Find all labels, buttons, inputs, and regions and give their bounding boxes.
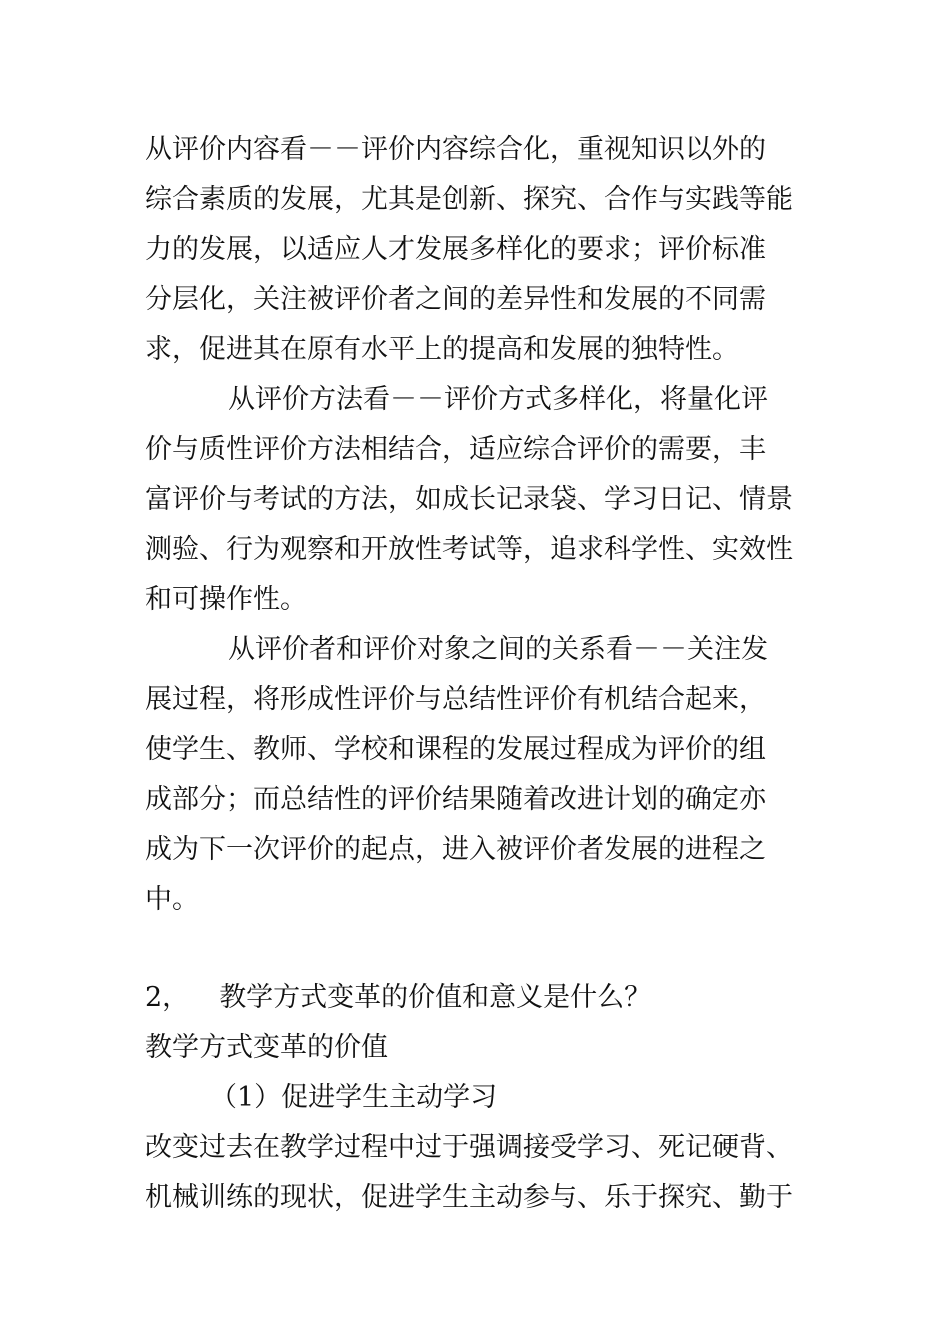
paragraph-1-line-1: 从评价内容看－－评价内容综合化，重视知识以外的 [145, 134, 766, 165]
paragraph-3-line-1: 从评价者和评价对象之间的关系看－－关注发 [228, 634, 768, 665]
paragraph-2-line-3: 富评价与考试的方法，如成长记录袋、学习日记、情景 [145, 484, 793, 515]
paragraph-3-line-2: 展过程，将形成性评价与总结性评价有机结合起来， [145, 684, 766, 715]
paragraph-2-line-5: 和可操作性。 [145, 584, 307, 615]
paragraph-1-line-4: 分层化，关注被评价者之间的差异性和发展的不同需 [145, 284, 766, 315]
paragraph-3-line-3: 使学生、教师、学校和课程的发展过程成为评价的组 [145, 734, 766, 765]
paragraph-3-line-5: 成为下一次评价的起点，进入被评价者发展的进程之 [145, 834, 766, 865]
paragraph-2-line-2: 价与质性评价方法相结合，适应综合评价的需要，丰 [145, 434, 766, 465]
paragraph-3-line-4: 成部分；而总结性的评价结果随着改进计划的确定亦 [145, 784, 766, 815]
paragraph-1-line-5: 求，促进其在原有水平上的提高和发展的独特性。 [145, 334, 739, 365]
paragraph-4-line-2: 机械训练的现状，促进学生主动参与、乐于探究、勤于 [145, 1182, 793, 1213]
paragraph-1-line-2: 综合素质的发展，尤其是创新、探究、合作与实践等能 [145, 184, 793, 215]
question-text: 教学方式变革的价值和意义是什么？ [219, 982, 652, 1013]
paragraph-2-line-4: 测验、行为观察和开放性考试等，追求科学性、实效性 [145, 534, 793, 565]
section-heading: 教学方式变革的价值 [145, 1032, 388, 1063]
paragraph-4-line-1: 改变过去在教学过程中过于强调接受学习、死记硬背、 [145, 1132, 793, 1163]
paragraph-3-line-6: 中。 [145, 884, 199, 915]
question-number: 2， [145, 982, 190, 1013]
question-line [145, 978, 835, 1018]
paragraph-1-line-3: 力的发展，以适应人才发展多样化的要求；评价标准 [145, 234, 766, 265]
subsection-heading: （1）促进学生主动学习 [210, 1082, 498, 1113]
paragraph-2-line-1: 从评价方法看－－评价方式多样化，将量化评 [228, 384, 768, 415]
